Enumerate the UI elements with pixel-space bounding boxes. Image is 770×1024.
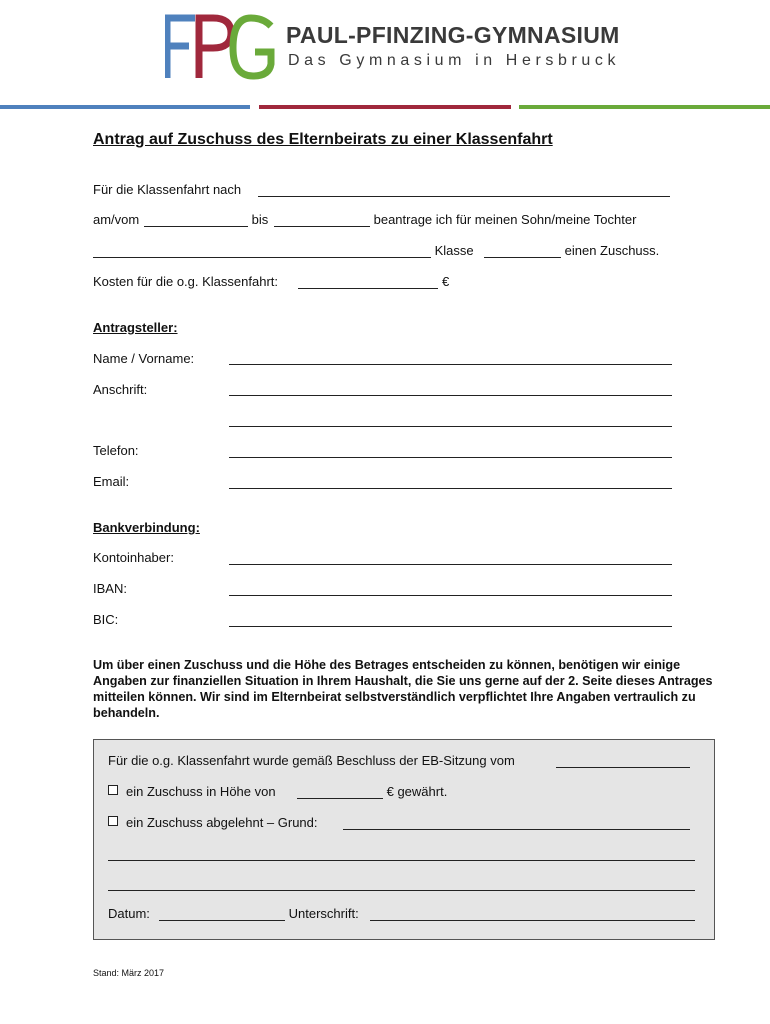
date-field[interactable] (159, 920, 285, 921)
date-label: Datum: (108, 906, 154, 921)
reason-line-2[interactable] (108, 860, 695, 861)
account-holder-field[interactable] (229, 564, 672, 565)
privacy-notice: Um über einen Zuschuss und die Höhe des Betrages entscheiden zu können, benötigen wir einige Angaben zur finanziellen Situation in Ihrem Haushalt, die Sie uns gerne auf der 2. Seite dieses Antrages mitteilen können. Wir sind im Elternbeirat selbstverständlich verpflichtet Ihre Angaben vertraulich zu behandeln. (93, 658, 713, 720)
header-bar-green (519, 105, 770, 109)
applicant-heading: Antragsteller: (93, 320, 178, 335)
header-bar-blue (0, 105, 250, 109)
subsidy-request-text: einen Zuschuss. (561, 243, 660, 258)
option-rejected (108, 815, 321, 831)
name-field[interactable] (229, 364, 672, 365)
bank-heading: Bankverbindung: (93, 520, 200, 535)
granted-amount-field[interactable] (297, 798, 383, 799)
granted-checkbox[interactable] (108, 785, 118, 795)
decision-box (93, 739, 715, 940)
phone-field[interactable] (229, 457, 672, 458)
email-field[interactable] (229, 488, 672, 489)
email-label: Email: (93, 474, 130, 489)
trip-until-field[interactable] (274, 226, 370, 227)
rejected-checkbox[interactable] (108, 816, 118, 826)
bic-field[interactable] (229, 626, 672, 627)
trip-from-field[interactable] (144, 226, 248, 227)
name-label: Name / Vorname: (93, 351, 195, 366)
granted-label: ein Zuschuss in Höhe von (126, 784, 280, 799)
signature-label: Unterschrift: (285, 906, 363, 921)
class-field[interactable] (484, 257, 561, 258)
costs-currency: € (442, 274, 450, 289)
rejection-reason-field[interactable] (343, 829, 690, 830)
rejected-label: ein Zuschuss abgelehnt – Grund: (126, 815, 322, 830)
trip-request-text: beantrage ich für meinen Sohn/meine Tochter (370, 212, 637, 227)
account-holder-label: Kontoinhaber: (93, 550, 174, 565)
address-field-1[interactable] (229, 395, 672, 396)
decision-intro: Für die o.g. Klassenfahrt wurde gemäß Beschluss der EB-Sitzung vom (108, 753, 519, 768)
trip-until-label: bis (248, 212, 272, 227)
trip-from-label: am/vom (93, 212, 143, 227)
trip-destination-label: Für die Klassenfahrt nach (93, 182, 245, 197)
header-bar-red (259, 105, 511, 109)
iban-field[interactable] (229, 595, 672, 596)
costs-label: Kosten für die o.g. Klassenfahrt: (93, 274, 282, 289)
class-label: Klasse (431, 243, 478, 258)
trip-destination-field[interactable] (258, 196, 670, 197)
school-name: PAUL-PFINZING-GYMNASIUM (286, 22, 620, 48)
school-subtitle: Das Gymnasium in Hersbruck (288, 52, 621, 69)
phone-label: Telefon: (93, 443, 139, 458)
reason-line-3[interactable] (108, 890, 695, 891)
bic-label: BIC: (93, 612, 119, 627)
granted-suffix: € gewährt. (383, 784, 448, 799)
iban-label: IBAN: (93, 581, 127, 596)
student-name-field[interactable] (93, 257, 431, 258)
option-granted (108, 784, 279, 800)
school-logo (165, 14, 277, 80)
address-field-2[interactable] (229, 426, 672, 427)
costs-field[interactable] (298, 288, 438, 289)
signature-field[interactable] (370, 920, 695, 921)
form-title: Antrag auf Zuschuss des Elternbeirats zu einer Klassenfahrt (93, 131, 553, 148)
revision-date: Stand: März 2017 (93, 968, 165, 978)
meeting-date-field[interactable] (556, 767, 690, 768)
address-label: Anschrift: (93, 382, 148, 397)
